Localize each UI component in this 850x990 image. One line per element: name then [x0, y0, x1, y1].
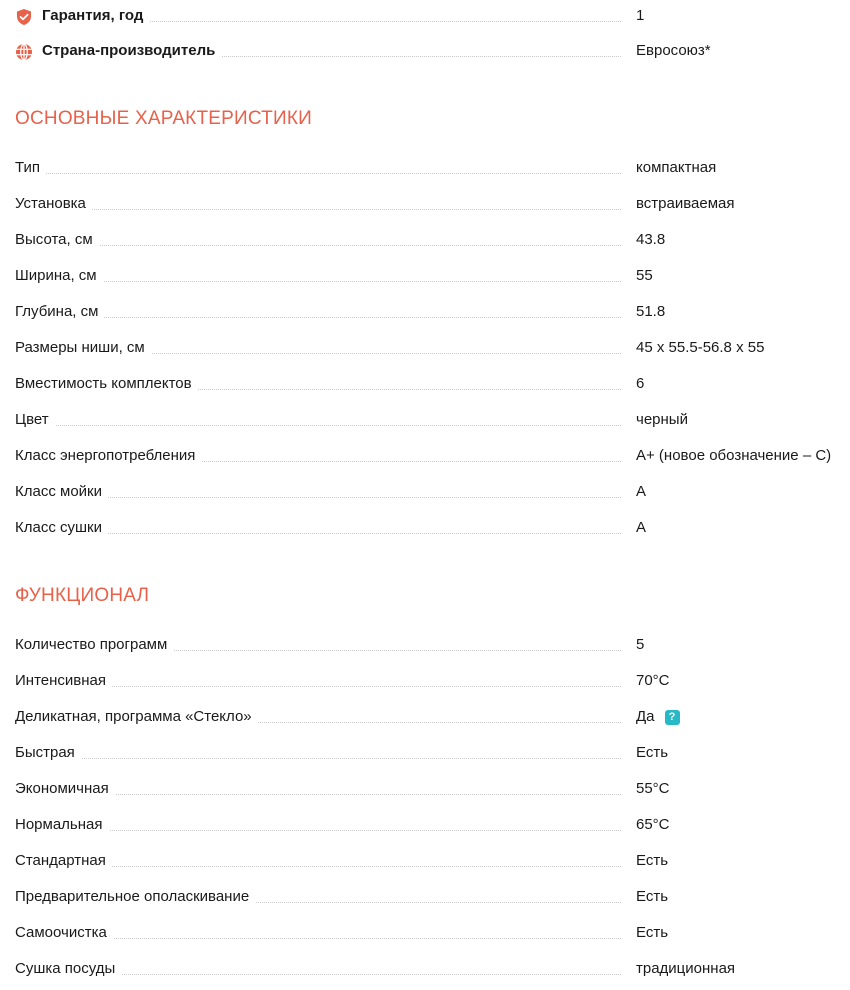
- spec-name: Ширина, см: [15, 264, 103, 288]
- spec-row: [15, 516, 850, 540]
- spec-value: Есть: [636, 852, 669, 869]
- spec-name: Интенсивная: [15, 669, 112, 693]
- spec-value: 65°C: [636, 816, 670, 833]
- spec-row: [15, 228, 850, 252]
- spec-value: Есть: [636, 924, 669, 941]
- shield-check-icon: [15, 8, 33, 26]
- spec-name: Тип: [15, 156, 46, 180]
- spec-row: [15, 885, 850, 909]
- spec-name: Цвет: [15, 408, 55, 432]
- spec-row: [15, 633, 850, 657]
- spec-name: Размеры ниши, см: [15, 336, 151, 360]
- spec-row: [15, 669, 850, 693]
- spec-value: 43.8: [636, 231, 666, 248]
- spec-value: 55: [636, 267, 653, 284]
- spec-name: Количество программ: [15, 633, 173, 657]
- dotted-leader: [15, 425, 621, 426]
- spec-value-wrap: [636, 705, 680, 729]
- spec-row: [15, 300, 850, 324]
- spec-name: Самоочистка: [15, 921, 113, 945]
- spec-row: [15, 408, 850, 432]
- spec-value: A+ (новое обозначение – C): [636, 447, 832, 464]
- spec-row: [15, 705, 850, 729]
- globe-icon: [15, 43, 33, 61]
- spec-value: 70°C: [636, 672, 670, 689]
- spec-value: Есть: [636, 744, 669, 761]
- spec-name: Предварительное ополаскивание: [15, 885, 255, 909]
- spec-row: [15, 921, 850, 945]
- spec-value: Есть: [636, 888, 669, 905]
- spec-row: [15, 741, 850, 765]
- spec-name: Стандартная: [15, 849, 112, 873]
- spec-name: Нормальная: [15, 813, 109, 837]
- spec-name: Деликатная, программа «Стекло»: [15, 705, 258, 729]
- section-title-func: ФУНКЦИОНАЛ: [15, 585, 150, 606]
- spec-row-country: [15, 39, 850, 63]
- spec-value: A: [636, 519, 647, 536]
- spec-name: Экономичная: [15, 777, 115, 801]
- dotted-leader: [15, 245, 621, 246]
- spec-row: [15, 444, 850, 468]
- spec-value: компактная: [636, 159, 717, 176]
- spec-row: [15, 372, 850, 396]
- dotted-leader: [15, 317, 621, 318]
- spec-value: черный: [636, 411, 688, 428]
- spec-name: Класс сушки: [15, 516, 108, 540]
- spec-value: 5: [636, 636, 645, 653]
- spec-value: A: [636, 483, 647, 500]
- spec-name: Быстрая: [15, 741, 81, 765]
- spec-value: 1: [636, 7, 645, 24]
- spec-row: [15, 777, 850, 801]
- spec-name: Вместимость комплектов: [15, 372, 198, 396]
- spec-name: Страна-производитель: [42, 39, 221, 63]
- spec-value: традиционная: [636, 960, 736, 977]
- dotted-leader: [15, 758, 621, 759]
- dotted-leader: [15, 281, 621, 282]
- spec-row: [15, 813, 850, 837]
- spec-name: Сушка посуды: [15, 957, 121, 981]
- spec-value: встраиваемая: [636, 195, 735, 212]
- spec-value: 6: [636, 375, 645, 392]
- spec-value: Да: [636, 708, 655, 725]
- spec-row: [15, 480, 850, 504]
- section-title-main: ОСНОВНЫЕ ХАРАКТЕРИСТИКИ: [15, 108, 312, 129]
- spec-name: Класс мойки: [15, 480, 108, 504]
- spec-row: [15, 156, 850, 180]
- dotted-leader: [15, 173, 621, 174]
- spec-name: Высота, см: [15, 228, 99, 252]
- help-icon[interactable]: ?: [665, 710, 680, 725]
- spec-name: Глубина, см: [15, 300, 104, 324]
- spec-row: [15, 264, 850, 288]
- spec-value: 55°C: [636, 780, 670, 797]
- spec-name: Установка: [15, 192, 92, 216]
- spec-value: 51.8: [636, 303, 666, 320]
- spec-row: [15, 849, 850, 873]
- spec-name: Гарантия, год: [42, 4, 149, 28]
- spec-row: [15, 336, 850, 360]
- dotted-leader: [15, 209, 621, 210]
- spec-value: Евросоюз*: [636, 42, 711, 59]
- spec-value: 45 x 55.5-56.8 x 55: [636, 339, 765, 356]
- spec-row: [15, 192, 850, 216]
- spec-name: Класс энергопотребления: [15, 444, 201, 468]
- spec-row: [15, 957, 850, 981]
- spec-row-warranty: [15, 4, 850, 28]
